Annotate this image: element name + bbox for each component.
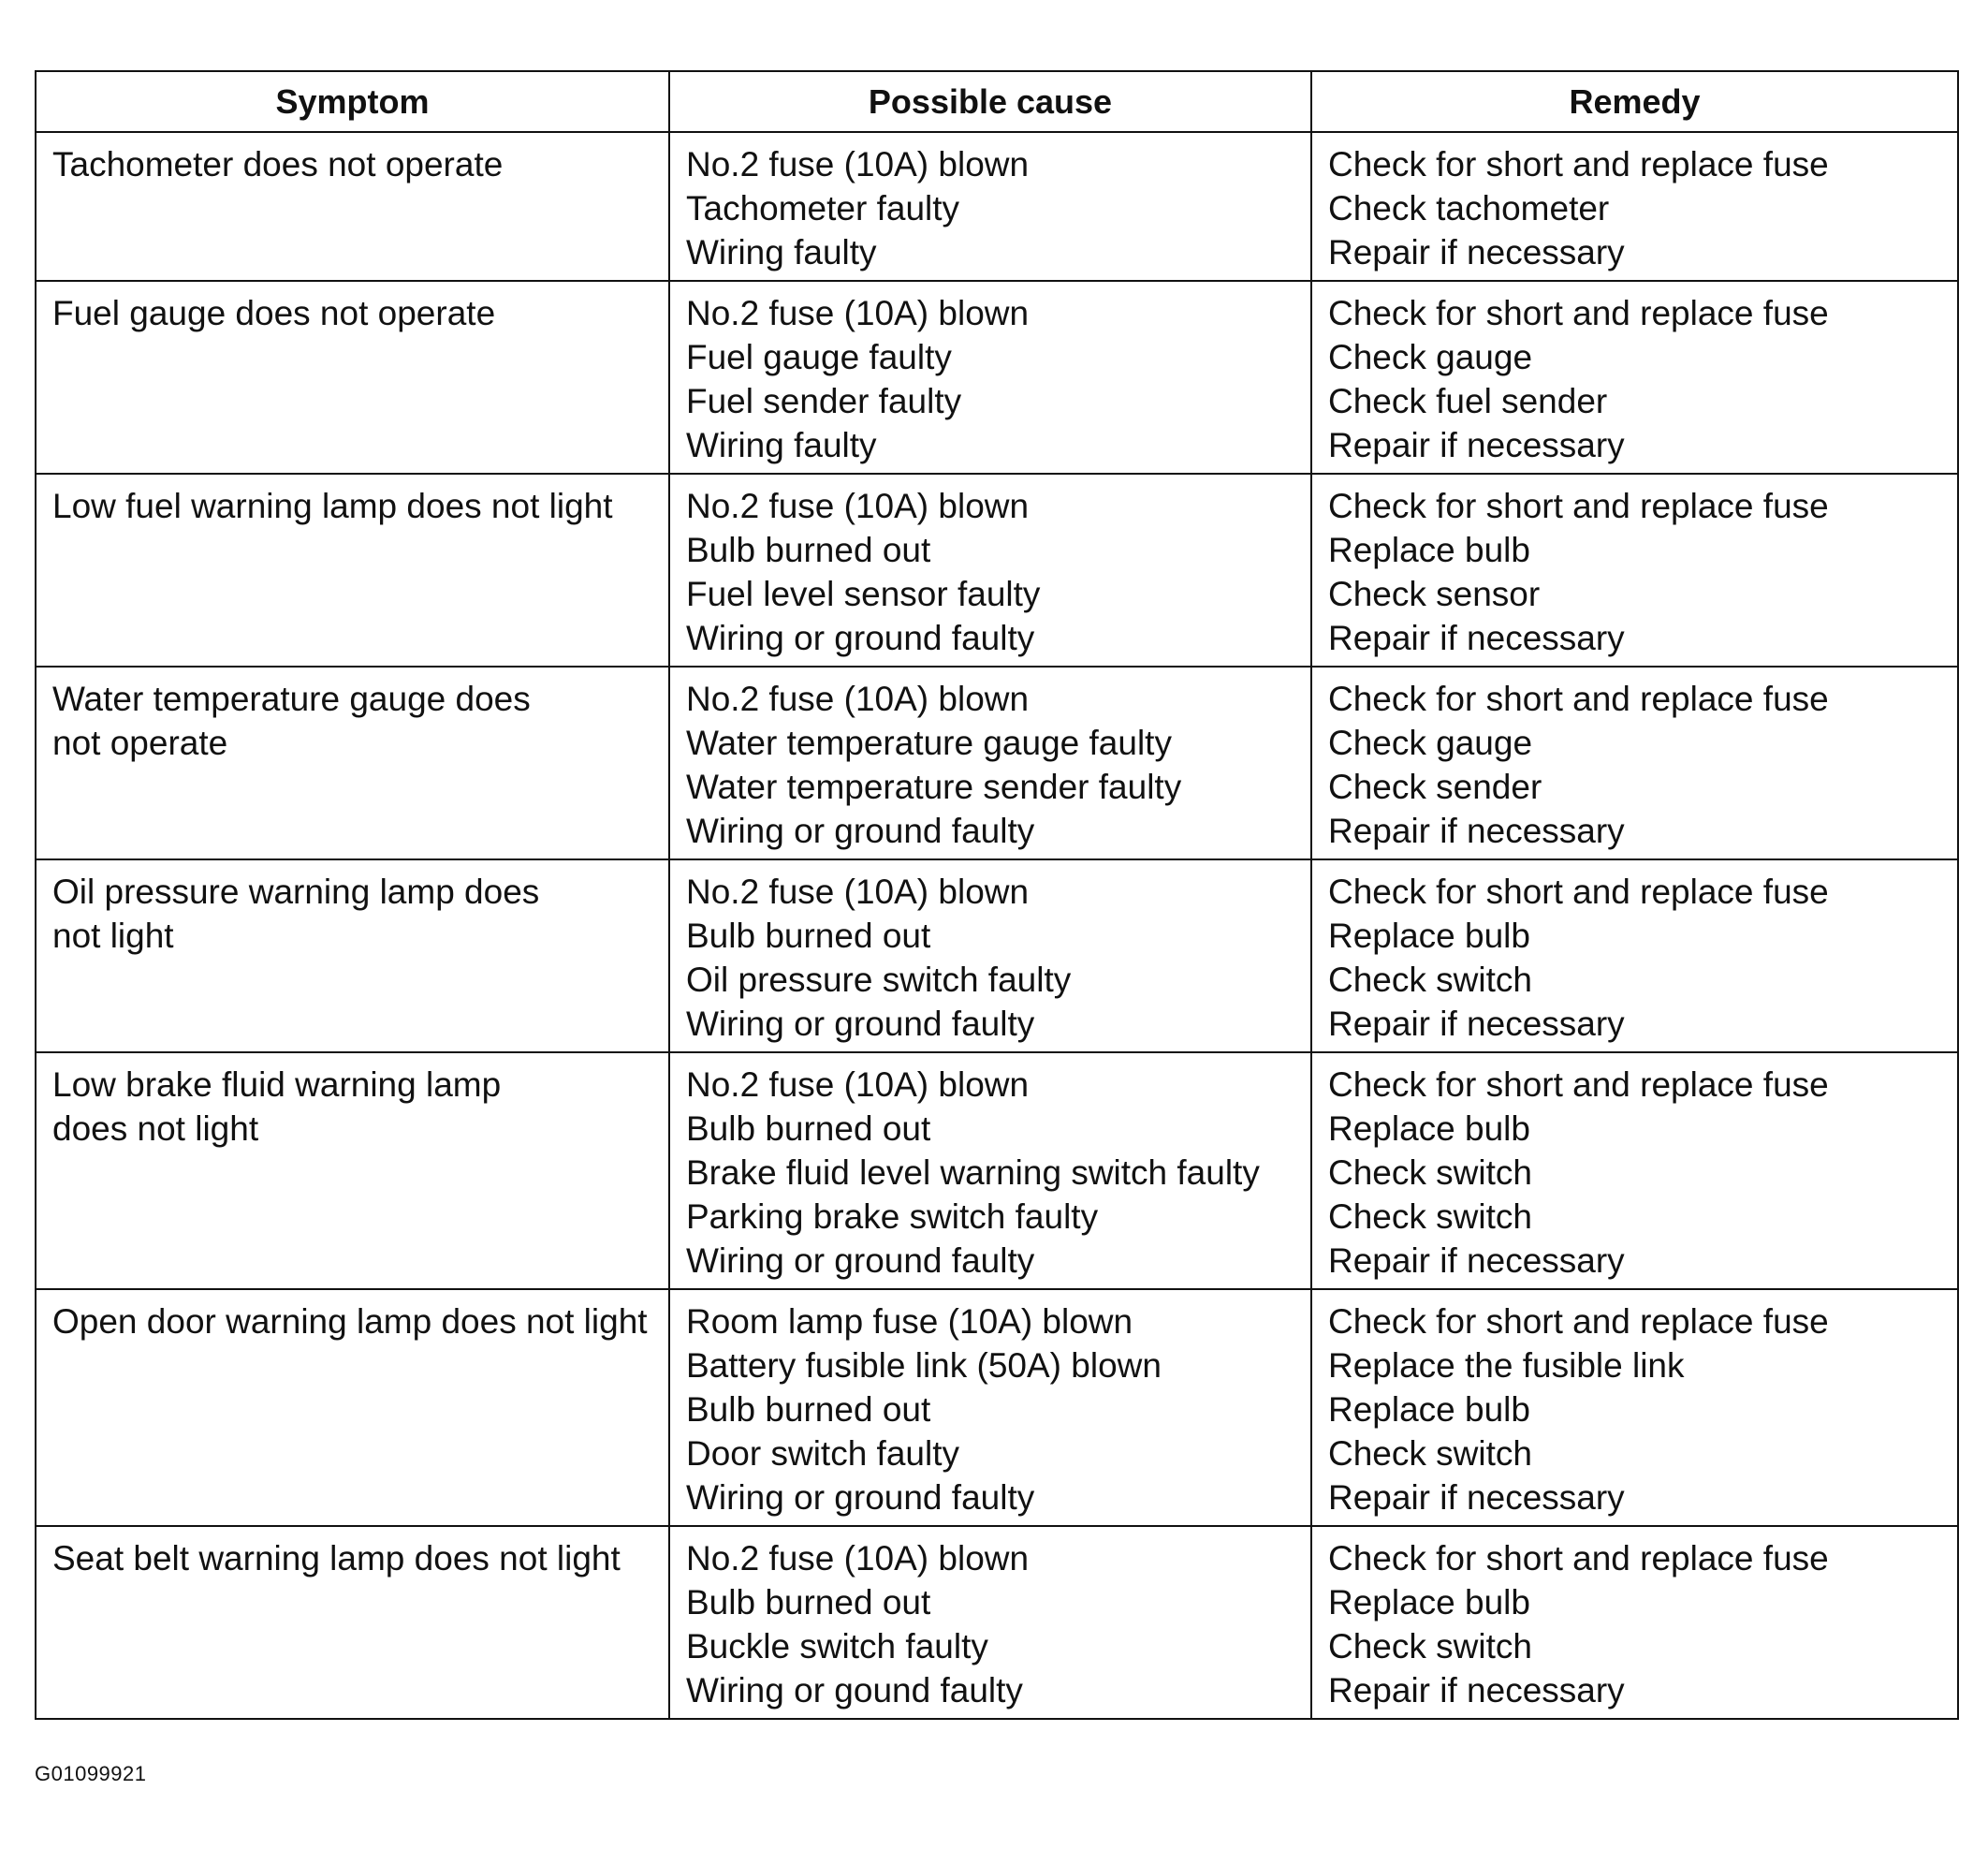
possible-cause-cell — [669, 1052, 1311, 1289]
remedy-line: Replace bulb — [1328, 1390, 1530, 1429]
remedy-line: Check for short and replace fuse — [1328, 873, 1829, 911]
remedy-line: Repair if necessary — [1328, 1478, 1625, 1517]
symptom-line: Fuel gauge does not operate — [52, 294, 496, 332]
header-row — [36, 71, 1958, 132]
symptom-line: Low fuel warning lamp does not light — [52, 487, 613, 525]
remedy-line: Repair if necessary — [1328, 233, 1625, 271]
cause-line: Bulb burned out — [686, 917, 931, 955]
remedy-line: Repair if necessary — [1328, 426, 1625, 464]
table-row — [36, 1052, 1958, 1289]
table-row — [36, 132, 1958, 281]
symptom-cell — [36, 1289, 669, 1526]
header-remedy: Remedy — [1311, 71, 1958, 132]
symptom-cell — [36, 1052, 669, 1289]
table-header — [36, 71, 1958, 132]
remedy-cell — [1311, 1526, 1958, 1719]
remedy-line: Replace the fusible link — [1328, 1346, 1685, 1385]
cause-line: Wiring faulty — [686, 233, 877, 271]
table-row — [36, 281, 1958, 474]
table-row — [36, 667, 1958, 859]
cause-line: Wiring or ground faulty — [686, 619, 1035, 657]
cause-line: Battery fusible link (50A) blown — [686, 1346, 1162, 1385]
remedy-line: Check switch — [1328, 1627, 1532, 1666]
symptom-cell — [36, 281, 669, 474]
symptom-cell — [36, 667, 669, 859]
remedy-line: Check tachometer — [1328, 189, 1610, 227]
remedy-line: Check switch — [1328, 1197, 1532, 1236]
cause-line: Room lamp fuse (10A) blown — [686, 1302, 1133, 1341]
remedy-line: Check for short and replace fuse — [1328, 680, 1829, 718]
table-row — [36, 1289, 1958, 1526]
cause-line: No.2 fuse (10A) blown — [686, 294, 1030, 332]
remedy-line: Check for short and replace fuse — [1328, 294, 1829, 332]
symptom-line: Water temperature gauge does — [52, 680, 531, 718]
cause-line: Water temperature gauge faulty — [686, 724, 1172, 762]
remedy-line: Check for short and replace fuse — [1328, 145, 1829, 183]
remedy-cell — [1311, 281, 1958, 474]
cause-line: Fuel level sensor faulty — [686, 575, 1041, 613]
cause-line: Oil pressure switch faulty — [686, 961, 1072, 999]
remedy-line: Repair if necessary — [1328, 1241, 1625, 1280]
remedy-line: Replace bulb — [1328, 1583, 1530, 1622]
cause-line: Wiring or gound faulty — [686, 1671, 1023, 1710]
symptom-line: not light — [52, 917, 174, 955]
remedy-line: Repair if necessary — [1328, 812, 1625, 850]
remedy-line: Check for short and replace fuse — [1328, 1539, 1829, 1578]
cause-line: No.2 fuse (10A) blown — [686, 145, 1030, 183]
remedy-line: Check gauge — [1328, 338, 1533, 376]
cause-line: Fuel gauge faulty — [686, 338, 952, 376]
possible-cause-cell — [669, 1526, 1311, 1719]
cause-line: Wiring or ground faulty — [686, 1241, 1035, 1280]
remedy-line: Check switch — [1328, 961, 1532, 999]
header-possible-cause: Possible cause — [669, 71, 1311, 132]
symptom-line: Tachometer does not operate — [52, 145, 504, 183]
cause-line: Wiring or ground faulty — [686, 812, 1035, 850]
remedy-line: Check gauge — [1328, 724, 1533, 762]
remedy-line: Repair if necessary — [1328, 619, 1625, 657]
cause-line: Wiring or ground faulty — [686, 1478, 1035, 1517]
remedy-line: Replace bulb — [1328, 1109, 1530, 1148]
cause-line: No.2 fuse (10A) blown — [686, 873, 1030, 911]
figure-id: G01099921 — [35, 1762, 147, 1785]
possible-cause-cell — [669, 1289, 1311, 1526]
cause-line: Fuel sender faulty — [686, 382, 962, 420]
symptom-line: Open door warning lamp does not light — [52, 1302, 648, 1341]
cause-line: No.2 fuse (10A) blown — [686, 680, 1030, 718]
remedy-line: Repair if necessary — [1328, 1671, 1625, 1710]
remedy-line: Replace bulb — [1328, 531, 1530, 569]
possible-cause-cell — [669, 667, 1311, 859]
remedy-cell — [1311, 132, 1958, 281]
symptom-cell — [36, 474, 669, 667]
symptom-cell — [36, 859, 669, 1052]
header-symptom: Symptom — [36, 71, 669, 132]
cause-line: Door switch faulty — [686, 1434, 959, 1473]
symptom-line: not operate — [52, 724, 228, 762]
possible-cause-cell — [669, 474, 1311, 667]
remedy-line: Check fuel sender — [1328, 382, 1608, 420]
remedy-cell — [1311, 474, 1958, 667]
cause-line: Parking brake switch faulty — [686, 1197, 1099, 1236]
symptom-line: Seat belt warning lamp does not light — [52, 1539, 621, 1578]
cause-line: Bulb burned out — [686, 1390, 931, 1429]
symptom-line: does not light — [52, 1109, 259, 1148]
remedy-line: Check sender — [1328, 768, 1542, 806]
remedy-cell — [1311, 1052, 1958, 1289]
cause-line: Buckle switch faulty — [686, 1627, 988, 1666]
cause-line: No.2 fuse (10A) blown — [686, 487, 1030, 525]
remedy-line: Check for short and replace fuse — [1328, 1065, 1829, 1104]
cause-line: Bulb burned out — [686, 1109, 931, 1148]
symptom-line: Low brake fluid warning lamp — [52, 1065, 502, 1104]
remedy-line: Repair if necessary — [1328, 1005, 1625, 1043]
cause-line: Bulb burned out — [686, 1583, 931, 1622]
remedy-cell — [1311, 1289, 1958, 1526]
cause-line: No.2 fuse (10A) blown — [686, 1065, 1030, 1104]
cause-line: No.2 fuse (10A) blown — [686, 1539, 1030, 1578]
remedy-cell — [1311, 667, 1958, 859]
table-body — [36, 132, 1958, 1719]
remedy-line: Check switch — [1328, 1153, 1532, 1192]
remedy-cell — [1311, 859, 1958, 1052]
troubleshooting-table — [35, 70, 1959, 1720]
cause-line: Tachometer faulty — [686, 189, 960, 227]
table-row — [36, 474, 1958, 667]
cause-line: Brake fluid level warning switch faulty — [686, 1153, 1260, 1192]
table-row — [36, 1526, 1958, 1719]
possible-cause-cell — [669, 132, 1311, 281]
symptom-line: Oil pressure warning lamp does — [52, 873, 540, 911]
cause-line: Water temperature sender faulty — [686, 768, 1182, 806]
remedy-line: Replace bulb — [1328, 917, 1530, 955]
possible-cause-cell — [669, 281, 1311, 474]
symptom-cell — [36, 1526, 669, 1719]
remedy-line: Check for short and replace fuse — [1328, 487, 1829, 525]
possible-cause-cell — [669, 859, 1311, 1052]
symptom-cell — [36, 132, 669, 281]
cause-line: Wiring faulty — [686, 426, 877, 464]
table-row — [36, 859, 1958, 1052]
cause-line: Wiring or ground faulty — [686, 1005, 1035, 1043]
remedy-line: Check sensor — [1328, 575, 1541, 613]
cause-line: Bulb burned out — [686, 531, 931, 569]
remedy-line: Check switch — [1328, 1434, 1532, 1473]
remedy-line: Check for short and replace fuse — [1328, 1302, 1829, 1341]
